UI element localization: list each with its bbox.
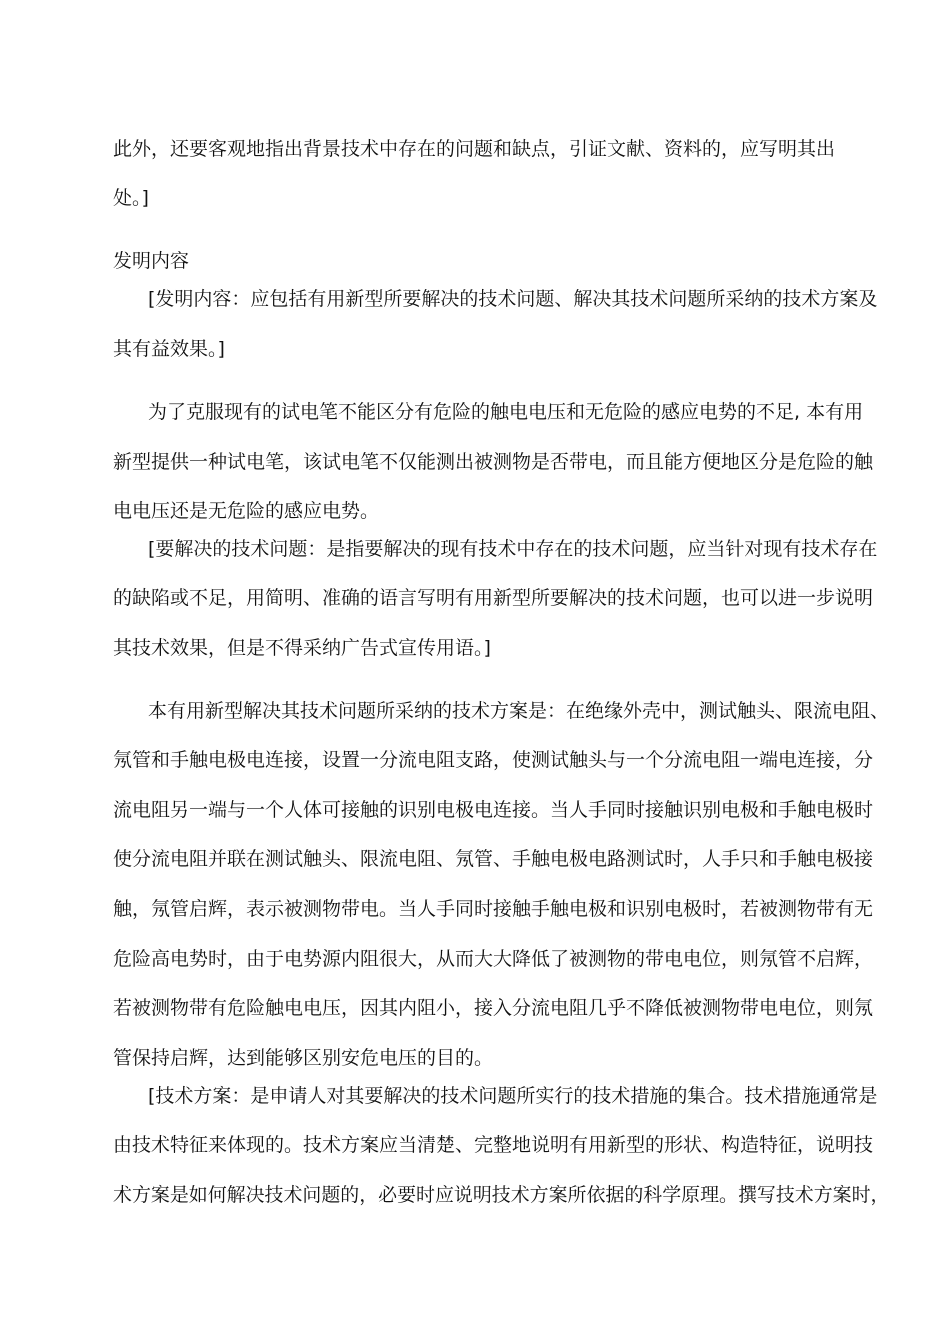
text-line: 为了克服现有的试电笔不能区分有危险的触电电压和无危险的感应电势的不足, 本有用: [148, 401, 864, 423]
text-line: [技术方案：是申请人对其要解决的技术问题所实行的技术措施的集合。技术措施通常是: [148, 1085, 878, 1107]
text-line: 电电压还是无危险的感应电势。: [113, 500, 380, 522]
text-line: 此外，还要客观地指出背景技术中存在的问题和缺点，引证文献、资料的，应写明其出: [113, 138, 836, 160]
text-line: 新型提供一种试电笔，该试电笔不仅能测出被测物是否带电，而且能方便地区分是危险的触: [113, 451, 874, 473]
text-line: 危险高电势时，由于电势源内阻很大，从而大大降低了被测物的带电电位，则氖管不启辉，: [113, 948, 874, 970]
text-line: 术方案是如何解决技术问题的，必要时应说明技术方案所依据的科学原理。撰写技术方案时，: [113, 1184, 890, 1206]
text-line: 使分流电阻并联在测试触头、限流电阻、氖管、手触电极电路测试时，人手只和手触电极接: [113, 848, 874, 870]
text-line: 触，氖管启辉，表示被测物带电。当人手同时接触手触电极和识别电极时，若被测物带有无: [113, 898, 874, 920]
section-heading: 发明内容: [113, 250, 190, 272]
text-line: 氖管和手触电极电连接，设置一分流电阻支路，使测试触头与一个分流电阻一端电连接，分: [113, 749, 874, 771]
text-line: 其技术效果，但是不得采纳广告式宣传用语。]: [113, 637, 491, 659]
text-line: 的缺陷或不足，用简明、准确的语言写明有用新型所要解决的技术问题，也可以进一步说明: [113, 587, 874, 609]
text-line: 流电阻另一端与一个人体可接触的识别电极电连接。当人手同时接触识别电极和手触电极时: [113, 799, 874, 821]
text-line: 本有用新型解决其技术问题所采纳的技术方案是：在绝缘外壳中，测试触头、限流电阻、: [148, 700, 890, 722]
text-line: 若被测物带有危险触电电压，因其内阻小，接入分流电阻几乎不降低被测物带电电位，则氖: [113, 997, 874, 1019]
text-line: [发明内容：应包括有用新型所要解决的技术问题、解决其技术问题所采纳的技术方案及: [148, 288, 878, 310]
text-line: 其有益效果。]: [113, 338, 225, 360]
text-line: 处。]: [113, 187, 149, 209]
text-line: 由技术特征来体现的。技术方案应当清楚、完整地说明有用新型的形状、构造特征，说明技: [113, 1134, 874, 1156]
text-line: 管保持启辉，达到能够区别安危电压的目的。: [113, 1047, 494, 1069]
text-line: [要解决的技术问题：是指要解决的现有技术中存在的技术问题，应当针对现有技术存在: [148, 538, 878, 560]
